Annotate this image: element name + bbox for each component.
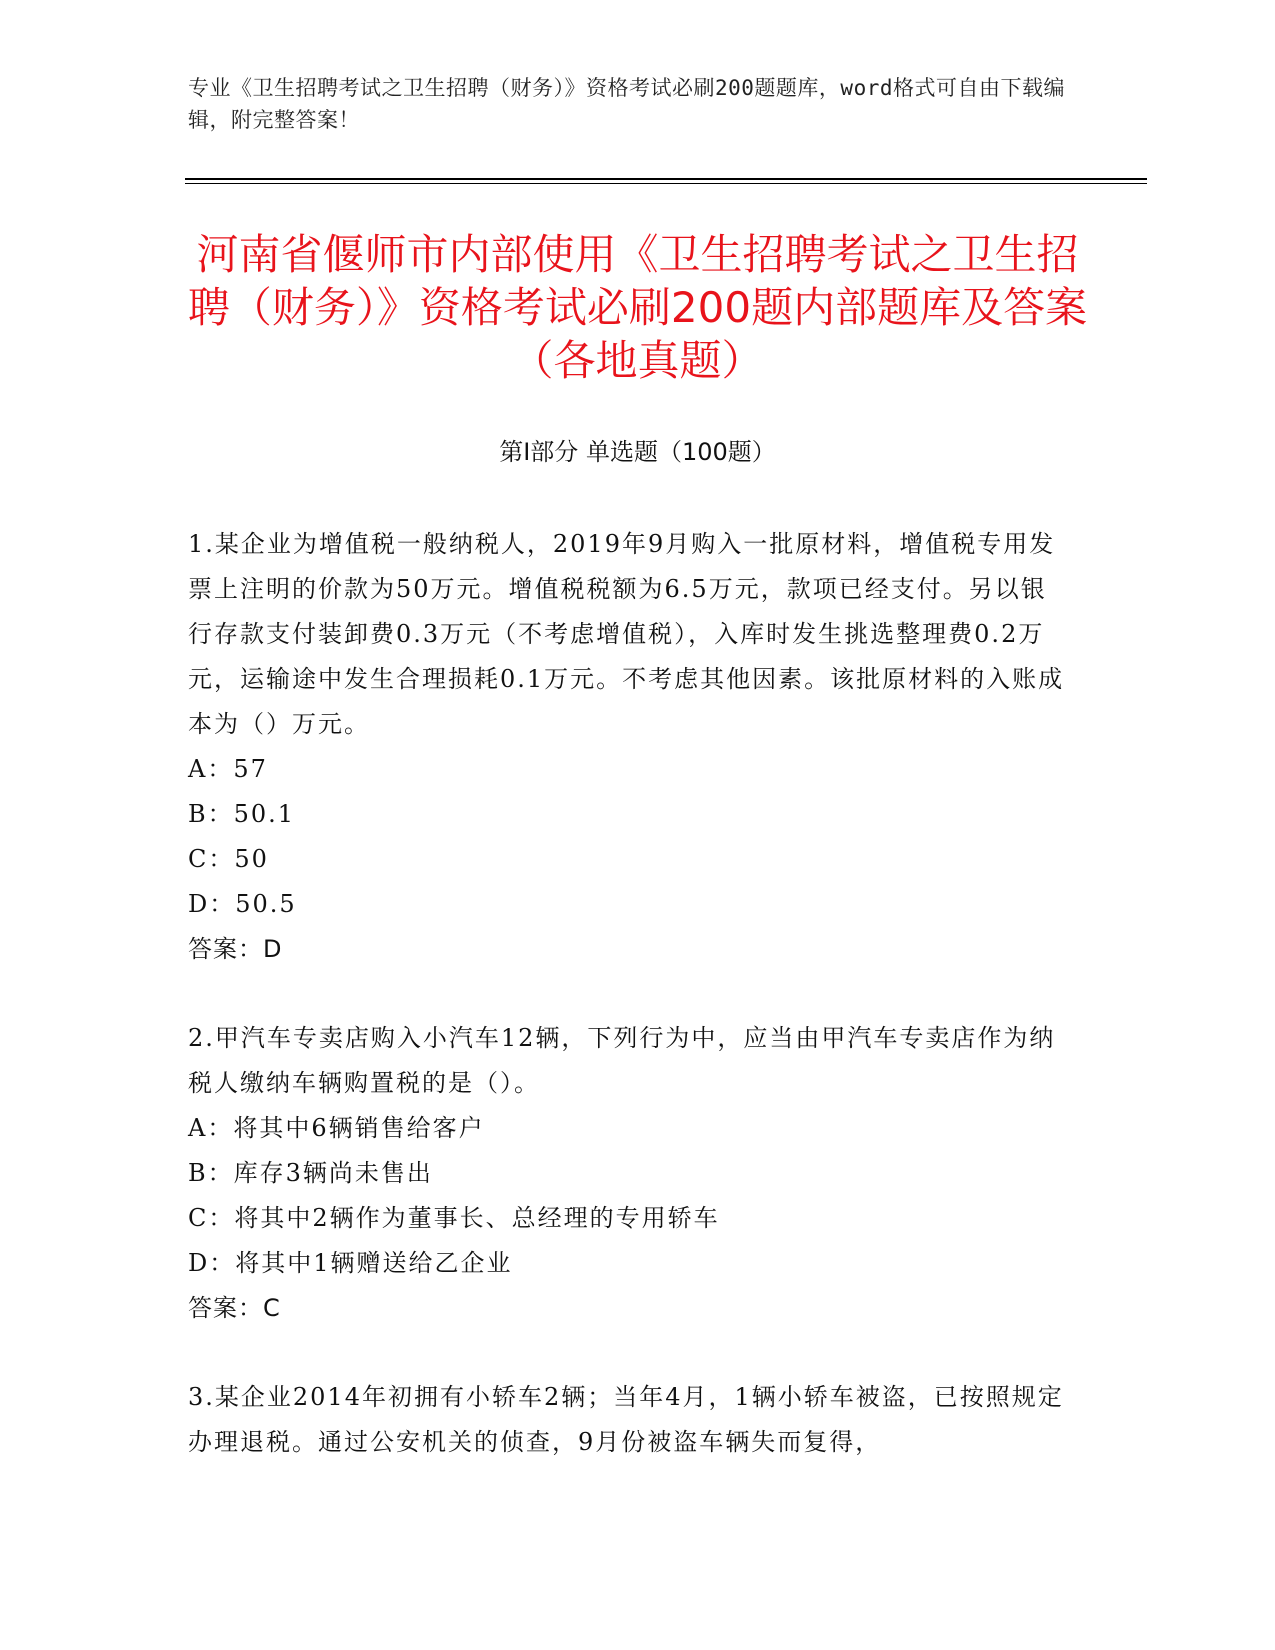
question-stem: 1.某企业为增值税一般纳税人，2019年9月购入一批原材料，增值税专用发票上注明的价款为50万元。增值税税额为6.5万元，款项已经支付。另以银行存款支付装卸费0.3万元（不考虑增值税），入库时发生挑选整理费0.2万元，运输途中发生合理损耗0.1万元。不考虑其他因素。该批原材料的入账成本为（）万元。 [188, 530, 1065, 738]
section-title: 第Ⅰ部分 单选题（100题） [499, 438, 776, 466]
question-1 [188, 522, 1068, 971]
question-list [188, 522, 1068, 1510]
option-a: A：57 [188, 755, 268, 783]
header-divider-thick [185, 178, 1147, 180]
answer: 答案：D [188, 935, 283, 963]
answer: 答案：C [188, 1294, 281, 1322]
option-d: D：50.5 [188, 890, 297, 918]
question-stem: 2.甲汽车专卖店购入小汽车12辆，下列行为中，应当由甲汽车专卖店作为纳税人缴纳车辆购置税的是（）。 [188, 1024, 1056, 1097]
option-a: A：将其中6辆销售给客户 [188, 1114, 485, 1142]
document-title: 河南省偃师市内部使用《卫生招聘考试之卫生招聘（财务）》资格考试必刷200题内部题库及答案（各地真题） [187, 230, 1088, 385]
question-3 [188, 1375, 1068, 1465]
header-divider-thin [185, 183, 1147, 184]
option-b: B：库存3辆尚未售出 [188, 1159, 433, 1187]
option-c: C：50 [188, 845, 269, 873]
header-note: 专业《卫生招聘考试之卫生招聘（财务）》资格考试必刷200题题库，word格式可自由下载编辑，附完整答案！ [188, 76, 1065, 132]
question-stem: 3.某企业2014年初拥有小轿车2辆；当年4月，1辆小轿车被盗，已按照规定办理退税。通过公安机关的侦查，9月份被盗车辆失而复得， [188, 1383, 1064, 1456]
question-2 [188, 1016, 1068, 1330]
option-d: D：将其中1辆赠送给乙企业 [188, 1249, 513, 1277]
option-c: C：将其中2辆作为董事长、总经理的专用轿车 [188, 1204, 720, 1232]
option-b: B：50.1 [188, 800, 296, 828]
